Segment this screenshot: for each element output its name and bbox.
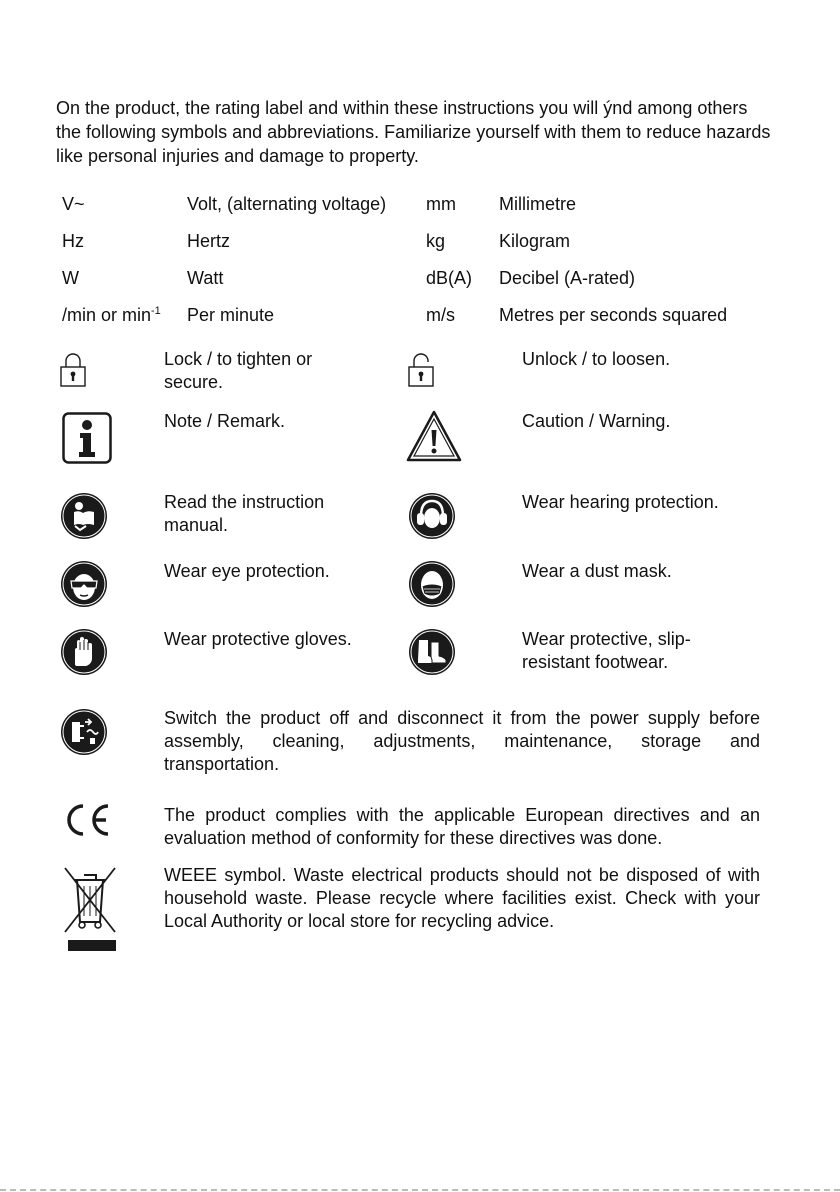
abbr-volt: V~ (62, 194, 85, 214)
unplug-text: Switch the product off and disconnect it from the power supply before assembly, cleaning, adjustments, maintenance, storage and transportation. (164, 708, 760, 774)
abbr-dba: dB(A) (426, 268, 473, 288)
abbr-hertz: Hz (62, 231, 84, 251)
note-text: Note / Remark. (164, 411, 286, 431)
info-icon (62, 412, 112, 464)
page-edge-divider (0, 1189, 840, 1191)
eye-protection-icon (60, 560, 108, 608)
lock-icon (60, 350, 86, 388)
footwear-text: Wear protective, slip-resistant footwear. (522, 629, 691, 672)
abbr-watt-meaning: Watt (187, 268, 224, 288)
abbr-volt-meaning: Volt, (alternating voltage) (187, 194, 387, 214)
gloves-icon (60, 628, 108, 676)
weee-text: WEEE symbol. Waste electrical products should not be disposed of with household waste. Please recycle where facilities exist. Check with your Local Authority or local store for recycling advice. (164, 865, 760, 931)
ce-text: The product complies with the applicable European directives and an evaluation method of conformity for these directives was done. (164, 805, 760, 848)
weee-bin-icon (62, 866, 118, 956)
abbr-per-minute-meaning: Per minute (187, 305, 275, 325)
unplug-icon (60, 708, 108, 756)
unlock-text: Unlock / to loosen. (522, 349, 671, 369)
caution-text: Caution / Warning. (522, 411, 671, 431)
hearing-text: Wear hearing protection. (522, 492, 719, 512)
mask-text: Wear a dust mask. (522, 561, 672, 581)
abbr-per-minute-text: /min or min (62, 305, 152, 325)
abbr-per-minute (62, 304, 161, 326)
gloves-text: Wear protective gloves. (164, 629, 352, 649)
abbr-watt: W (62, 268, 79, 288)
safety-boots-icon (408, 628, 456, 676)
abbr-mm: mm (426, 194, 456, 214)
lock-text: Lock / to tighten or secure. (164, 349, 313, 392)
ear-protection-icon (408, 492, 456, 540)
abbr-per-minute-exponent: -1 (151, 305, 161, 317)
read-manual-icon (60, 492, 108, 540)
abbr-kg: kg (426, 231, 446, 251)
unlock-icon (408, 350, 434, 388)
abbr-dba-meaning: Decibel (A-rated) (499, 268, 636, 288)
abbr-hertz-meaning: Hertz (187, 231, 231, 251)
abbr-kg-meaning: Kilogram (499, 231, 571, 251)
intro-paragraph: On the product, the rating label and within these instructions you will ýnd among others the following symbols and abbreviations. Familiarize yourself with them to reduce hazards like personal injuries and damage to property. (56, 98, 771, 166)
manual-text: Read the instruction manual. (164, 492, 325, 535)
abbr-ms-meaning: Metres per seconds squared (499, 305, 728, 325)
dust-mask-icon (408, 560, 456, 608)
ce-mark-icon (62, 802, 112, 838)
warning-triangle-icon (406, 410, 462, 462)
eye-text: Wear eye protection. (164, 561, 330, 581)
abbr-mm-meaning: Millimetre (499, 194, 577, 214)
abbr-ms: m/s (426, 305, 455, 325)
